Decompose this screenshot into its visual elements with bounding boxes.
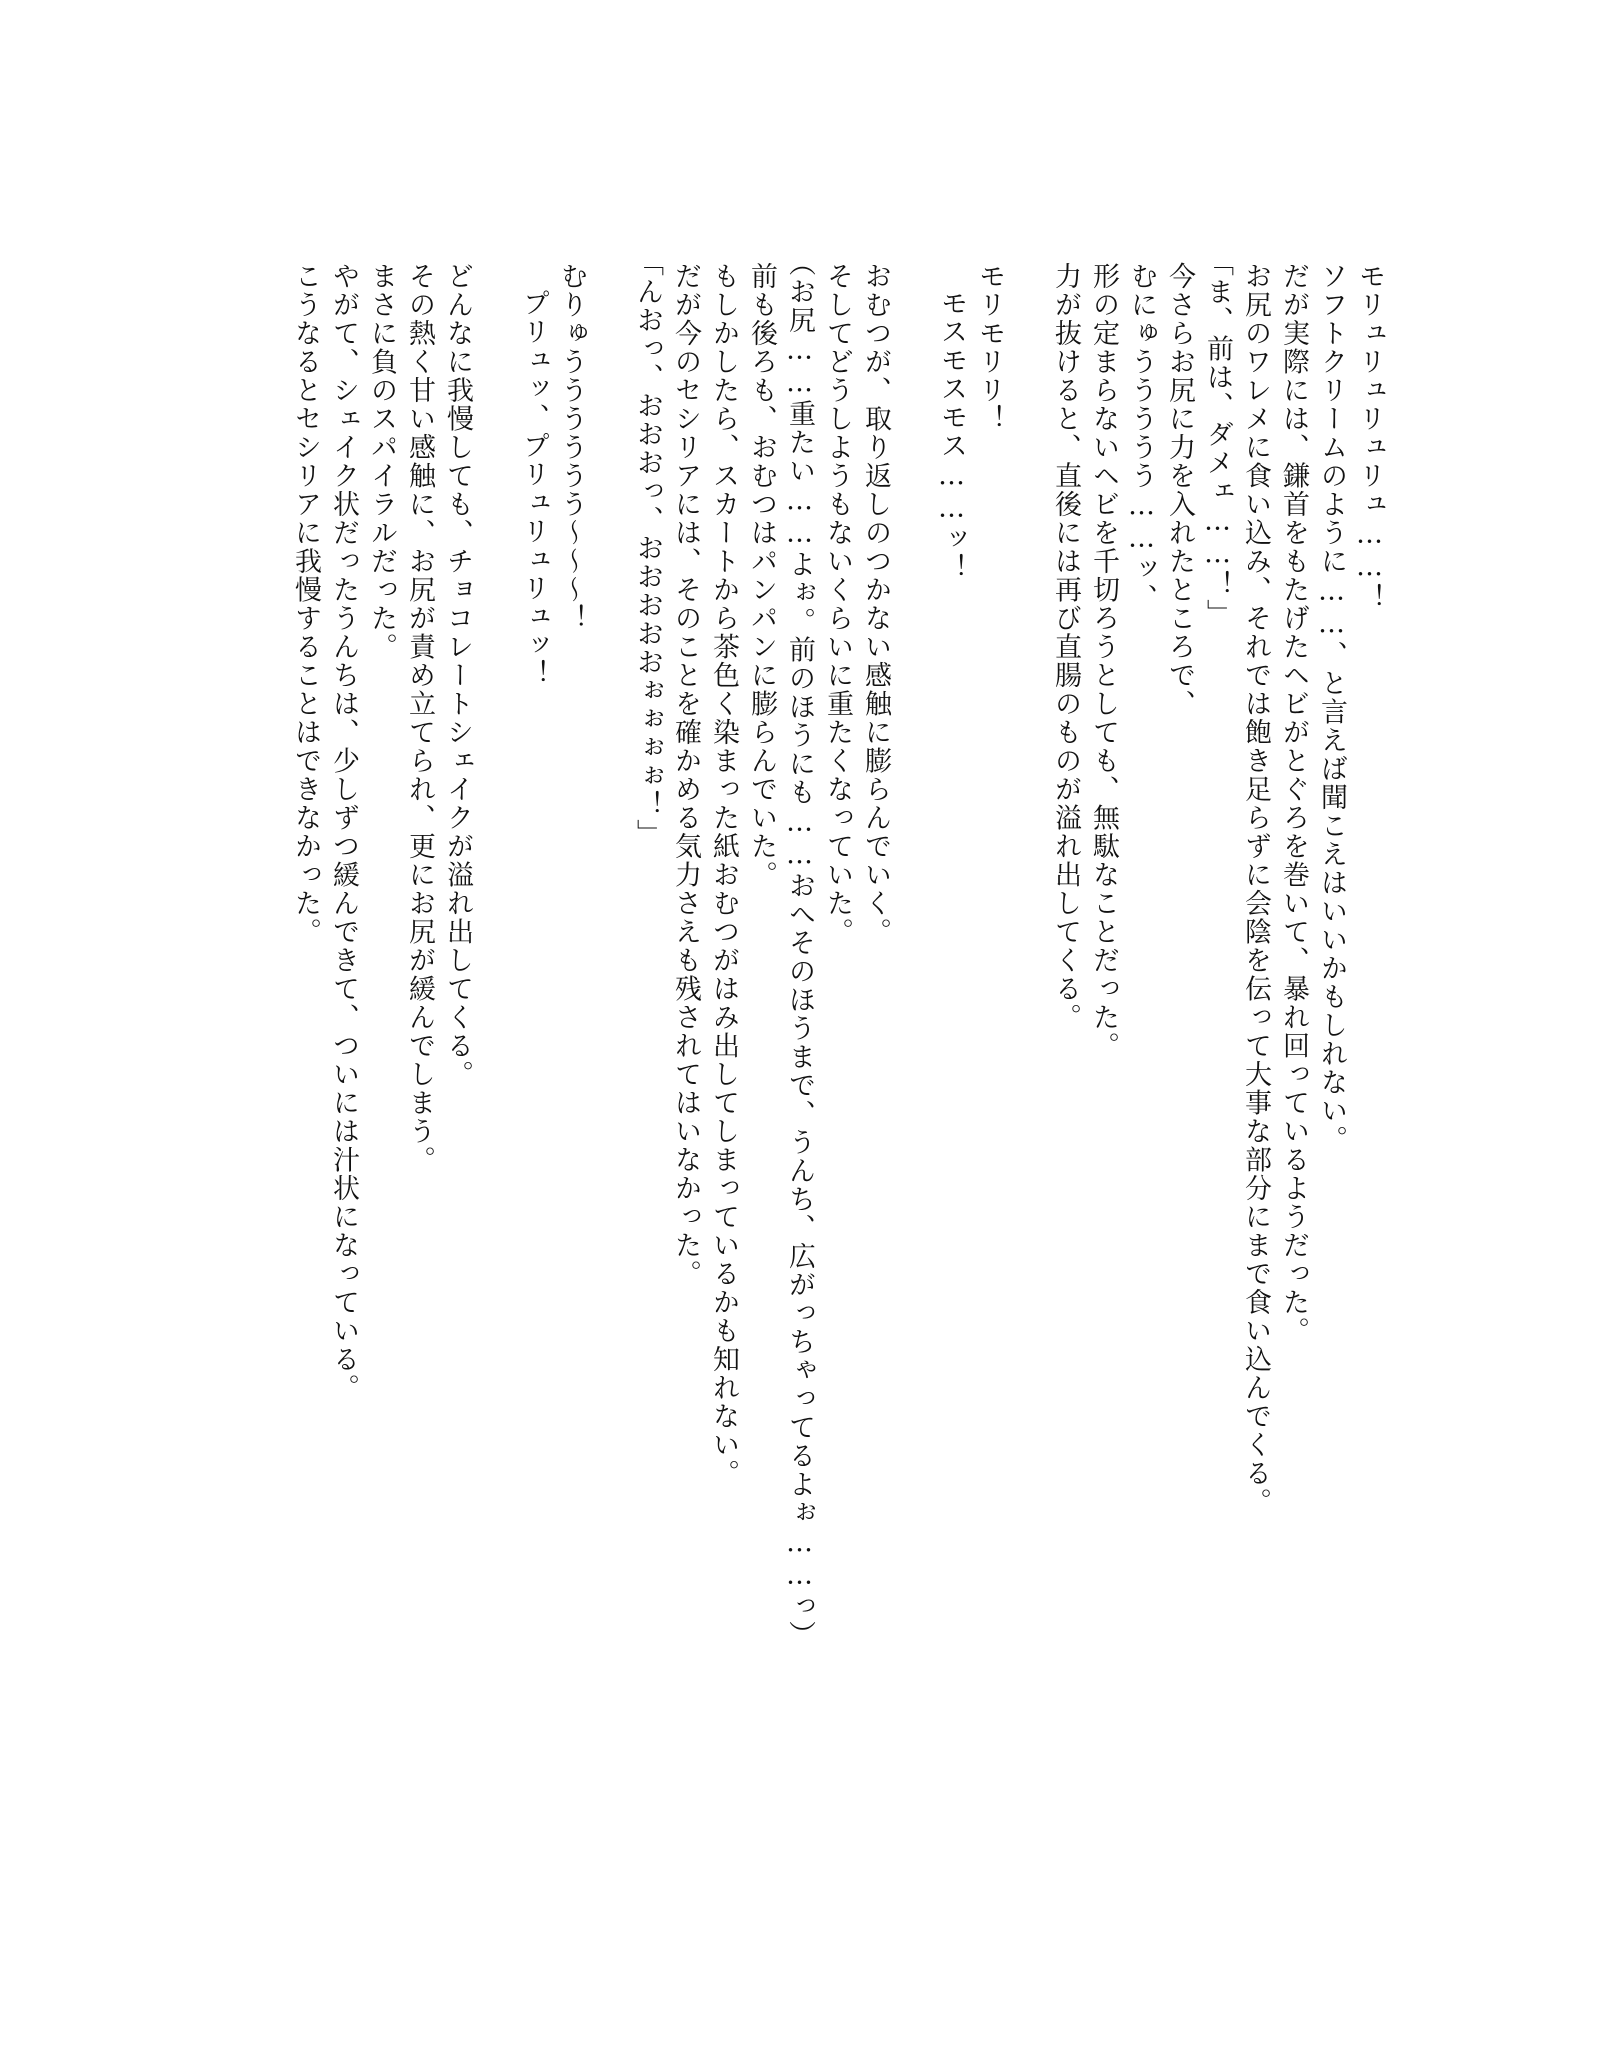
text-line: むにゅううううう……ッ、 xyxy=(1126,262,1157,612)
text-line: プリュッ、プリュリュリュッ！ xyxy=(518,289,549,688)
blank-line xyxy=(1008,262,1046,1630)
text-line: お尻のワレメに食い込み、それでは飽き足らずに会陰を伝って大事な部分にまで食い込んでくる。 xyxy=(1240,262,1271,1516)
text-line: まさに負のスパイラルだった。 xyxy=(366,262,397,661)
text-line: おむつが、取り返しのつかない感触に膨らんでいく。 xyxy=(860,262,891,946)
text-line: やがて、シェイク状だったうんちは、少しずつ緩んできて、ついには汁状になっている。 xyxy=(328,262,359,1402)
text-line: むりゅうううううう〜〜〜！ xyxy=(556,262,587,633)
text-line: こうなるとセシリアに我慢することはできなかった。 xyxy=(290,262,321,946)
text-line-quote: 「んおっ、おおおっ、おおおおおぉぉぉぉ！」 xyxy=(632,248,663,847)
text-line: 形の定まらないヘビを千切ろうとしても、無駄なことだった。 xyxy=(1088,262,1119,1060)
text-line: その熱く甘い感触に、お尻が責め立てられ、更にお尻が緩んでしまう。 xyxy=(404,262,435,1174)
blank-line xyxy=(894,262,932,1630)
text-line: モスモスモス……ッ！ xyxy=(936,289,967,582)
text-line-quote: 「ま、前は、ダメェ……！」 xyxy=(1202,248,1233,627)
text-line: だが実際には、鎌首をもたげたヘビがとぐろを巻いて、暴れ回っているようだった。 xyxy=(1278,262,1309,1345)
text-line: そしてどうしようもないくらいに重たくなっていた。 xyxy=(822,262,853,946)
vertical-text-block xyxy=(286,248,1388,1649)
text-line: モリモリリ！ xyxy=(974,262,1005,433)
text-line: ソフトクリームのように……、と言えば聞こえはいいかもしれない。 xyxy=(1316,262,1347,1154)
text-line: 力が抜けると、直後には再び直腸のものが溢れ出してくる。 xyxy=(1050,262,1081,1032)
text-line: だが今のセシリアには、そのことを確かめる気力さえも残されてはいなかった。 xyxy=(670,262,701,1288)
text-line: 前も後ろも、おむつはパンパンに膨らんでいた。 xyxy=(746,262,777,889)
text-line: 今さらお尻に力を入れたところで、 xyxy=(1164,262,1195,718)
blank-line xyxy=(476,262,514,1630)
text-line: どんなに我慢しても、チョコレートシェイクが溢れ出してくる。 xyxy=(442,262,473,1089)
text-line: モリュリュリュリュ……！ xyxy=(1354,262,1385,612)
text-line-thought: （お尻……重たい……よぉ。前のほうにも……おへそのほうまで、うんち、広がっちゃってるよぉ……っ） xyxy=(784,248,815,1649)
text-line: もしかしたら、スカートから茶色く染まった紙おむつがはみ出してしまっているかも知れない。 xyxy=(708,262,739,1488)
blank-line xyxy=(590,262,628,1630)
